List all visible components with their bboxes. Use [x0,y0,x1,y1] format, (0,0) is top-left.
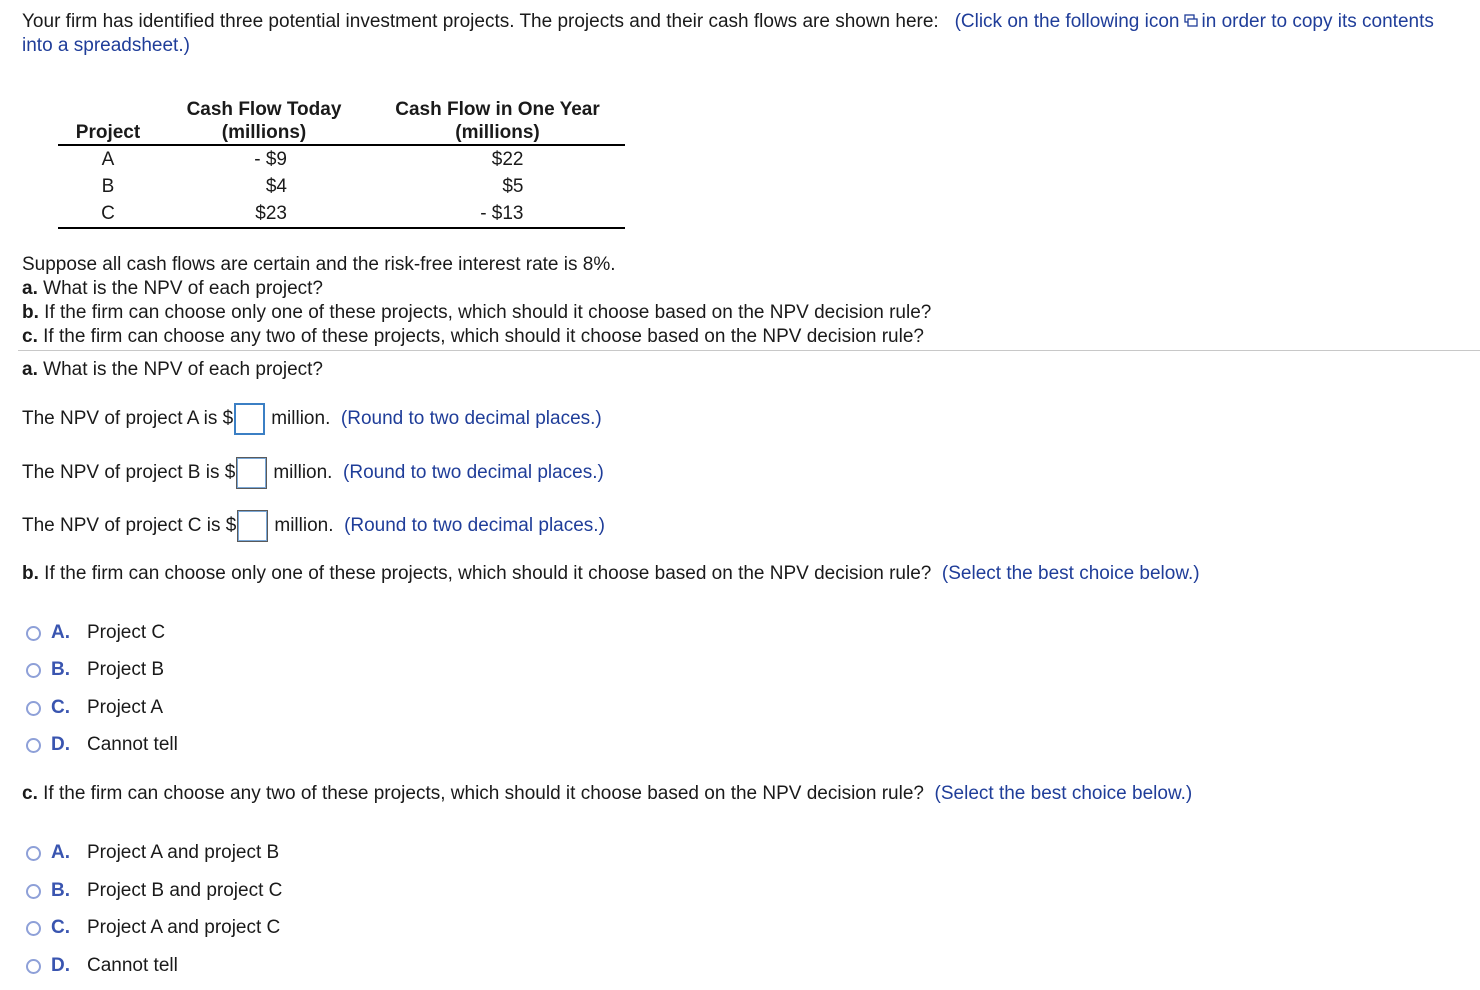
divider [18,350,1480,351]
table-row [58,173,625,200]
radio-button[interactable] [26,626,41,641]
radio-button[interactable] [26,738,41,753]
header-project: Project [75,122,141,143]
radio-button[interactable] [26,884,41,899]
part-c-choice-a[interactable]: A. Project A and project B [26,842,279,864]
radio-button[interactable] [26,663,41,678]
part-b-choice-d[interactable]: D. Cannot tell [26,734,178,756]
header-cash-flow-today: Cash Flow Today (millions) [186,99,342,143]
cell-today: $23 [255,203,287,224]
header-cash-flow-one-year: Cash Flow in One Year (millions) [395,99,600,143]
question-a: a. What is the NPV of each project? [22,278,324,299]
cell-project: C [101,203,115,224]
question-c: c. If the firm can choose any two of these projects, which should it choose based on the NPV decision rule? [22,326,924,347]
radio-button[interactable] [26,846,41,861]
table-row [58,145,625,173]
cell-year: - $13 [480,203,524,224]
part-a-heading: a. What is the NPV of each project? [22,359,324,380]
copy-instruction-a: (Click on the following icon [954,11,1180,32]
problem-questions [22,253,931,349]
intro-text: Your firm has identified three potential investment projects. The projects and their cash flows are shown here: [22,11,939,32]
radio-button[interactable] [26,701,41,716]
npv-a-input[interactable] [234,403,265,435]
npv-line-c: The NPV of project C is $ million. (Round to two decimal places.) [22,510,605,542]
npv-line-b: The NPV of project B is $ million. (Round to two decimal places.) [22,457,604,489]
part-c-choice-b[interactable]: B. Project B and project C [26,880,282,902]
part-c-choice-d[interactable]: D. Cannot tell [26,955,178,977]
part-b-heading: b. If the firm can choose only one of these projects, which should it choose based on the NPV decision rule? (Select the best choice below.) [22,563,1200,584]
premise: Suppose all cash flows are certain and the risk-free interest rate is 8%. [22,254,616,275]
cell-project: A [101,149,115,170]
radio-button[interactable] [26,959,41,974]
cell-project: B [101,176,115,197]
radio-button[interactable] [26,921,41,936]
problem-intro [22,10,1462,58]
copy-spreadsheet-icon[interactable] [1184,11,1198,25]
part-b-choice-c[interactable]: C. Project A [26,697,163,719]
part-c-heading: c. If the firm can choose any two of these projects, which should it choose based on the NPV decision rule? (Select the best choice below.) [22,783,1193,804]
part-c-choice-c[interactable]: C. Project A and project C [26,917,280,939]
cell-today: $4 [265,176,287,197]
npv-b-input[interactable] [236,457,267,489]
part-b-choice-a[interactable]: A. Project C [26,622,165,644]
npv-line-a: The NPV of project A is $ million. (Round to two decimal places.) [22,403,602,435]
copy-instruction-b: in order to copy its contents into a spreadsheet.) [22,11,1434,56]
npv-c-input[interactable] [237,510,268,542]
cell-year: $5 [502,176,524,197]
cash-flow-table [58,98,625,229]
part-b-choice-b[interactable]: B. Project B [26,659,164,681]
table-row [58,200,625,228]
cell-year: $22 [491,149,524,170]
cell-today: - $9 [254,149,287,170]
question-b: b. If the firm can choose only one of these projects, which should it choose based on the NPV decision rule? [22,302,932,323]
